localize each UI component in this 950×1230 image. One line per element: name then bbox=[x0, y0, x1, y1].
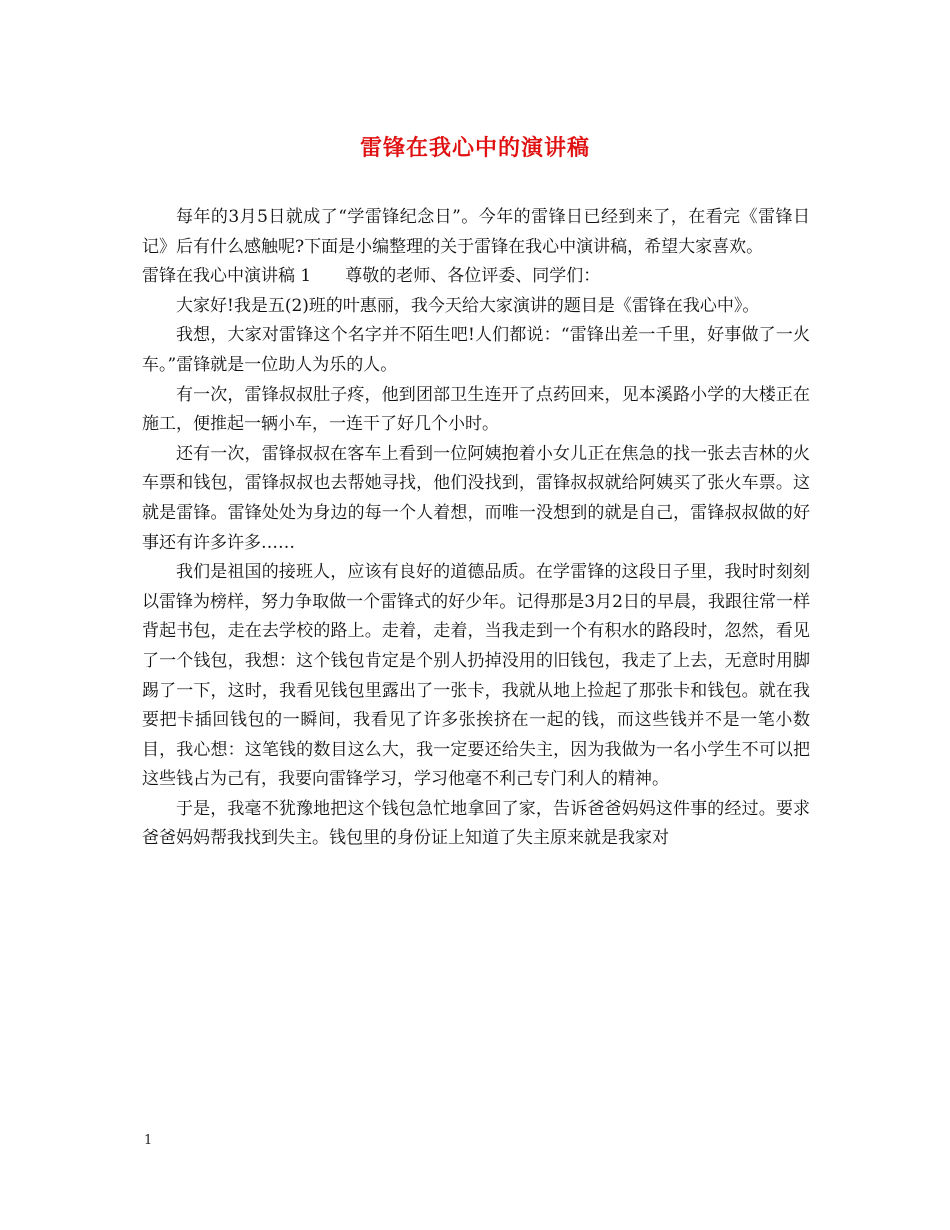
paragraph-conclusion-start: 于是，我毫不犹豫地把这个钱包急忙地拿回了家，告诉爸爸妈妈这件事的经过。要求爸爸妈妈帮我找到失主。钱包里的身份证上知道了失主原来就是我家对 bbox=[142, 798, 810, 849]
paragraph-speech-heading: 雷锋在我心中演讲稿 1 尊敬的老师、各位评委、同学们： bbox=[142, 266, 601, 287]
document-title: 雷锋在我心中的演讲稿 bbox=[359, 135, 590, 161]
paragraph-greeting: 大家好!我是五(2)班的叶惠丽，我今天给大家演讲的题目是《雷锋在我心中》。 bbox=[176, 295, 760, 316]
document-body bbox=[142, 203, 810, 854]
page-number: 1 bbox=[144, 1133, 153, 1148]
paragraph-leifeng-name: 我想，大家对雷锋这个名字并不陌生吧!人们都说：“雷锋出差一千里，好事做了一火车。”雷锋就是一位助人为乐的人。 bbox=[142, 325, 810, 375]
paragraph-personal-story: 我们是祖国的接班人，应该有良好的道德品质。在学雷锋的这段日子里，我时时刻刻以雷锋为榜样，努力争取做一个雷锋式的好少年。记得那是3月2日的早晨，我跟往常一样背起书包，走在去学校的路上。走着，走着，当我走到一个有积水的路段时，忽然，看见了一个钱包，我想：这个钱包肯定是个别人扔掉没用的旧钱包，我走了上去，无意时用脚踢了一下，这时，我看见钱包里露出了一张卡，我就从地上捡起了那张卡和钱包。就在我要把卡插回钱包的一瞬间，我看见了许多张挨挤在一起的钱，而这些钱并不是一笔小数目，我心想：这笔钱的数目这么大，我一定要还给失主，因为我做为一名小学生不可以把这些钱占为己有，我要向雷锋学习，学习他毫不利己专门利人的精神。 bbox=[142, 562, 810, 790]
paragraph-story-two: 还有一次，雷锋叔叔在客车上看到一位阿姨抱着小女儿正在焦急的找一张去吉林的火车票和钱包，雷锋叔叔也去帮她寻找，他们没找到，雷锋叔叔就给阿姨买了张火车票。这就是雷锋。雷锋处处为身边的每一个人着想，而唯一没想到的就是自己，雷锋叔叔做的好事还有许多许多…… bbox=[142, 443, 810, 553]
paragraph-intro: 每年的3月5日就成了“学雷锋纪念日”。今年的雷锋日已经到来了，在看完《雷锋日记》后有什么感触呢?下面是小编整理的关于雷锋在我心中演讲稿，希望大家喜欢。 bbox=[142, 207, 810, 257]
paragraph-story-one: 有一次，雷锋叔叔肚子疼，他到团部卫生连开了点药回来，见本溪路小学的大楼正在施工，便推起一辆小车，一连干了好几个小时。 bbox=[142, 384, 810, 435]
